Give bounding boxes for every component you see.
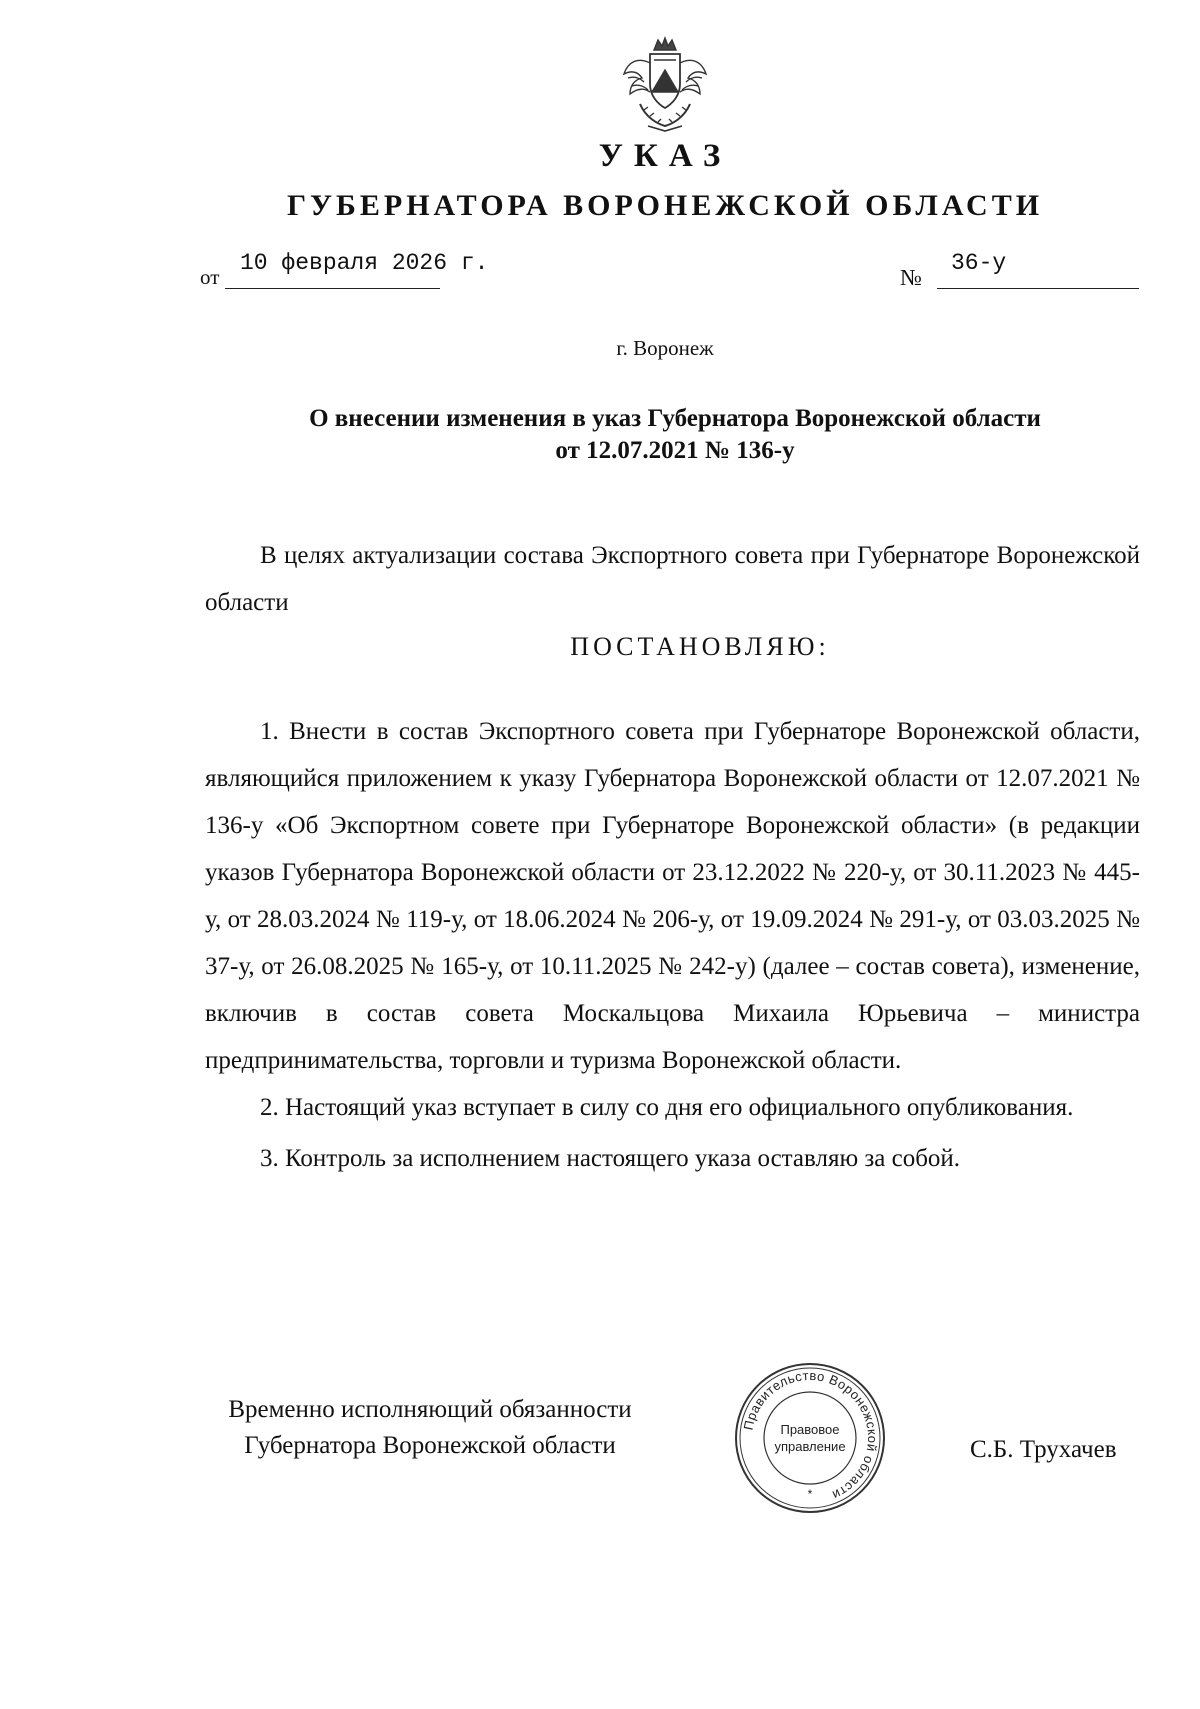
decree-item-1: 1. Внести в состав Экспортного совета при Губернаторе Воронежской области, являющийся приложением к указу Губернатора Воронежской области от 12.07.2021 № 136-у «Об Экспортном совете при Губернаторе Воронежской области» (в редакции указов Губернатора Воронежской области от 23.12.2022 № 220-у, от 30.11.2023 № 445-у, от 28.03.2024 № 119-у, от 18.06.2024 № 206-у, от 19.09.2024 № 291-у, от 03.03.2025 № 37-у, от 26.08.2025 № 165-у, от 10.11.2025 № 242-у) (далее – состав совета), изменение, включив в состав совета Москальцова Михаила Юрьевича – министра предпринимательства, торговли и туризма Воронежской области. [205, 718, 1140, 1074]
date-prefix: от [200, 265, 220, 289]
seal-star: * [807, 1487, 813, 1501]
official-seal [732, 1360, 888, 1516]
number-sign: № [900, 265, 922, 290]
subject-title [0, 403, 1200, 467]
decree-items [205, 708, 1140, 1182]
position-line-1: Временно исполняющий обязанности [228, 1396, 632, 1423]
seal-ring-text: Правительство Воронежской области [740, 1367, 881, 1504]
decree-item-3: 3. Контроль за исполнением настоящего указа оставляю за собой. [260, 1145, 961, 1172]
intro-block [205, 532, 1140, 626]
position-line-2: Губернатора Воронежской области [244, 1432, 616, 1459]
decree-item-2: 2. Настоящий указ вступает в силу со дня его официального опубликования. [260, 1094, 1074, 1121]
date-underline [225, 288, 440, 289]
date-value: 10 февраля 2026 г. [240, 250, 489, 276]
seal-center-line-1: Правовое [780, 1422, 840, 1437]
subject-line-1: О внесении изменения в указ Губернатора Воронежской области [309, 405, 1041, 432]
number-value: 36-у [951, 250, 1007, 276]
intro-paragraph: В целях актуализации состава Экспортного совета при Губернаторе Воронежской области [205, 542, 1140, 616]
seal-center-line-2: управление [774, 1439, 846, 1454]
date-number-row [0, 250, 1200, 290]
city: г. Воронеж [616, 336, 714, 360]
signature-position [200, 1392, 660, 1464]
number-underline [937, 288, 1139, 289]
subject-line-2: от 12.07.2021 № 136-у [555, 437, 795, 464]
signer-name: С.Б. Трухачев [970, 1436, 1117, 1463]
issuer-title: ГУБЕРНАТОРА ВОРОНЕЖСКОЙ ОБЛАСТИ [286, 189, 1044, 222]
decree-word: ПОСТАНОВЛЯЮ: [570, 632, 830, 661]
doc-type-title: УКАЗ [598, 138, 732, 174]
coat-of-arms-icon [618, 34, 712, 134]
